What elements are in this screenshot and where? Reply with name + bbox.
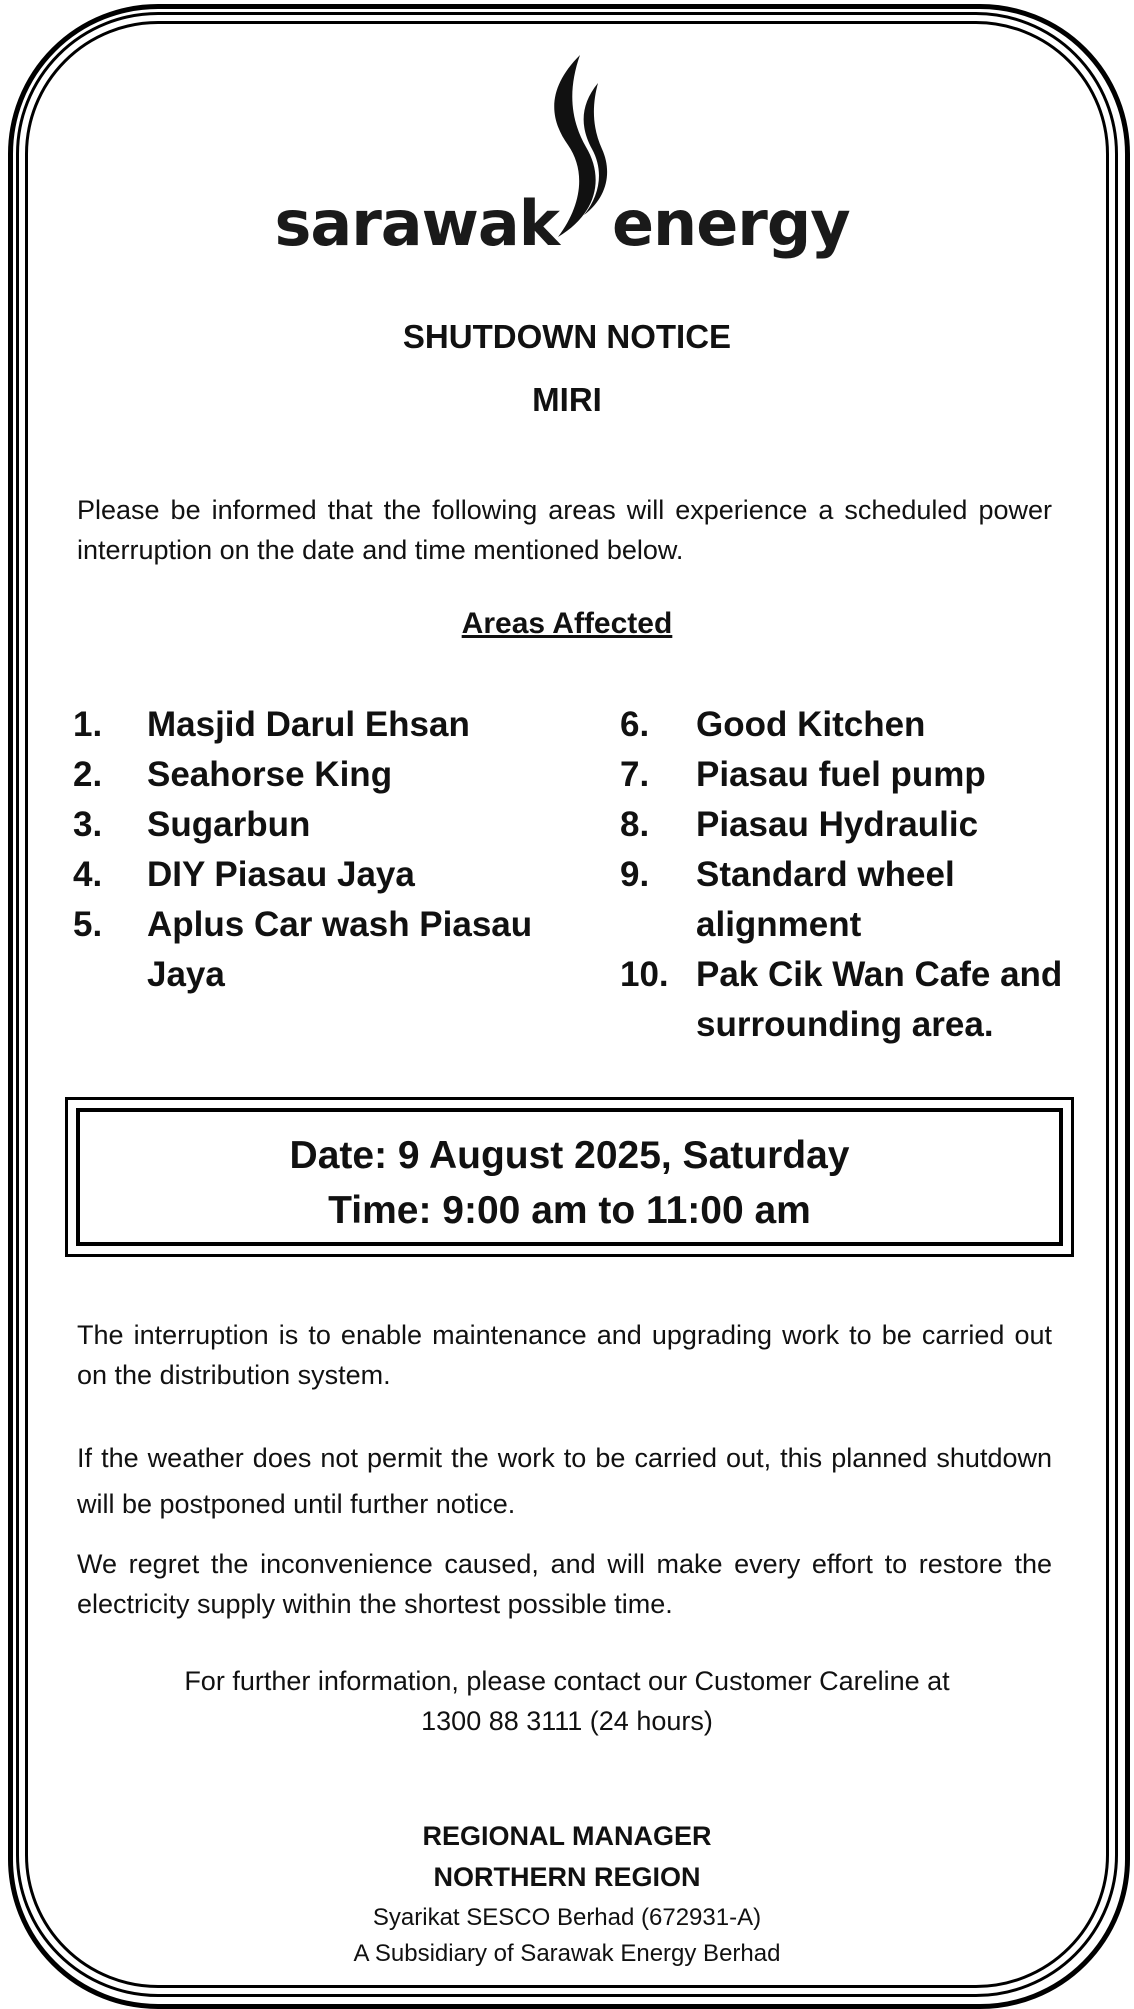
item-name: Masjid Darul Ehsan — [147, 705, 470, 744]
areas-heading: Areas Affected — [461, 607, 673, 640]
list-item — [620, 850, 1080, 950]
sarawak-energy-logo — [0, 55, 1134, 260]
list-item — [73, 750, 553, 800]
item-name: Aplus Car wash Piasau Jaya — [147, 905, 533, 994]
signature-company: Syarikat SESCO Berhad (672931-A) — [372, 1904, 762, 1931]
schedule-box-inner — [76, 1108, 1063, 1246]
areas-list-left — [73, 700, 553, 1000]
item-number: 4. — [73, 855, 103, 894]
item-number: 3. — [73, 805, 103, 844]
areas-list-right — [620, 700, 1080, 1050]
apology-paragraph: We regret the inconvenience caused, and will make every effort to restore the electricity supply within the shortest possible time. — [77, 1549, 1052, 1619]
signature-title: REGIONAL MANAGER — [422, 1821, 712, 1851]
notice-location: MIRI — [532, 381, 602, 418]
schedule-time: Time: 9:00 am to 11:00 am — [328, 1189, 811, 1232]
notice-title: SHUTDOWN NOTICE — [402, 318, 732, 355]
schedule-box — [65, 1097, 1074, 1257]
flame-icon — [540, 55, 610, 245]
item-name: DIY Piasau Jaya — [147, 855, 415, 894]
list-item — [73, 900, 553, 1000]
item-number: 7. — [620, 755, 650, 794]
item-name: Standard wheel alignment — [696, 855, 955, 944]
item-name: Seahorse King — [147, 755, 393, 794]
signature-parent: A Subsidiary of Sarawak Energy Berhad — [353, 1940, 781, 1967]
item-number: 8. — [620, 805, 650, 844]
weather-paragraph: If the weather does not permit the work to be carried out, this planned shutdown will be postponed until further notice. — [77, 1443, 1052, 1519]
item-number: 10. — [620, 955, 669, 994]
item-name: Piasau Hydraulic — [696, 805, 979, 844]
item-name: Good Kitchen — [696, 705, 926, 744]
item-number: 1. — [73, 705, 103, 744]
item-number: 5. — [73, 905, 103, 944]
contact-line: For further information, please contact our Customer Careline at — [184, 1666, 950, 1696]
list-item — [620, 700, 1080, 750]
list-item — [620, 950, 1080, 1050]
item-name: Sugarbun — [147, 805, 311, 844]
list-item — [620, 750, 1080, 800]
contact-phone: 1300 88 3111 (24 hours) — [421, 1706, 713, 1736]
schedule-date: Date: 9 August 2025, Saturday — [289, 1134, 850, 1177]
list-item — [73, 800, 553, 850]
contact-info — [0, 1661, 1134, 1741]
list-item — [620, 800, 1080, 850]
logo-word-sarawak: sarawak — [274, 187, 559, 260]
item-name: Pak Cik Wan Cafe and surrounding area. — [696, 955, 1063, 1044]
purpose-paragraph: The interruption is to enable maintenance and upgrading work to be carried out on the distribution system. — [77, 1320, 1052, 1390]
item-name: Piasau fuel pump — [696, 755, 986, 794]
intro-paragraph: Please be informed that the following areas will experience a scheduled power interruption on the date and time mentioned below. — [77, 495, 1052, 565]
logo-word-energy: energy — [612, 187, 850, 260]
signature-region: NORTHERN REGION — [433, 1862, 701, 1892]
item-number: 9. — [620, 855, 650, 894]
item-number: 2. — [73, 755, 103, 794]
item-number: 6. — [620, 705, 650, 744]
list-item — [73, 850, 553, 900]
list-item — [73, 700, 553, 750]
